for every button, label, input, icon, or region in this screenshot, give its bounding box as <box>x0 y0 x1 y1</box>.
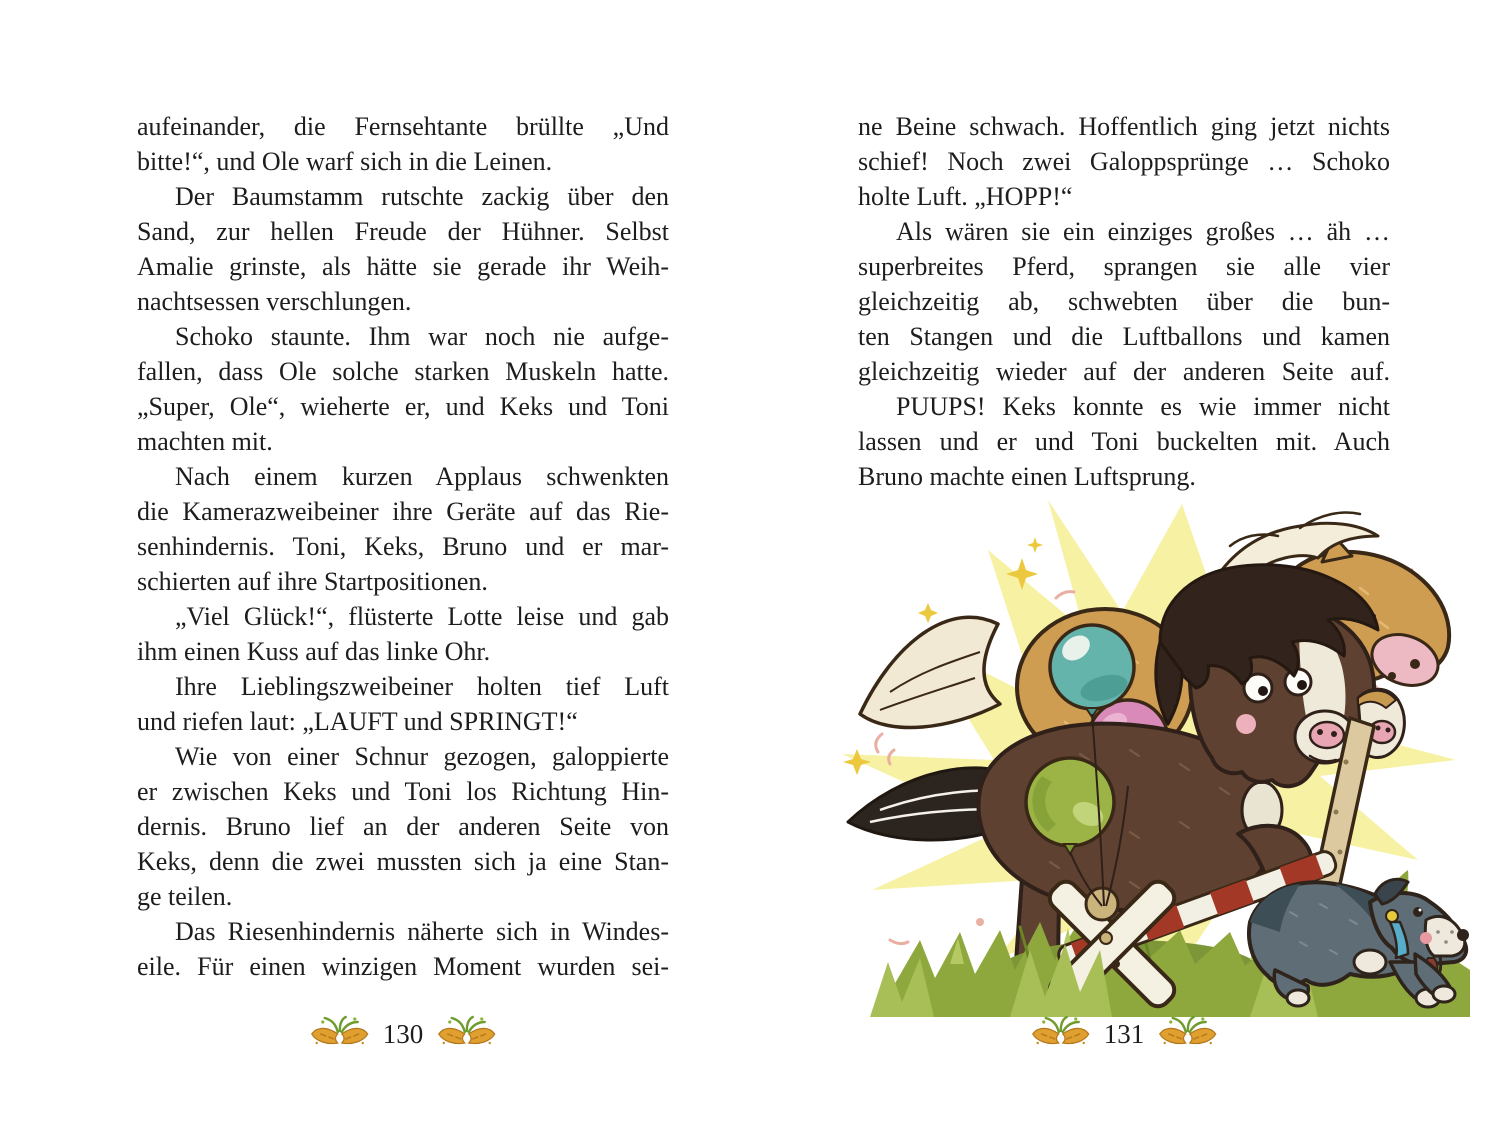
left-page-footer <box>311 1012 496 1056</box>
text-line: aufeinander, die Fernsehtante brüllte „Und <box>137 112 669 141</box>
illustration <box>830 492 1470 1017</box>
text-line: ten Stangen und die Luftballons und kamen <box>858 322 1390 351</box>
text-line: ne Beine schwach. Hoffentlich ging jetzt nichts <box>858 112 1390 141</box>
text-line: Schoko staunte. Ihm war noch nie aufge- <box>175 322 669 351</box>
text-line: Als wären sie ein einziges großes … äh … <box>896 217 1390 246</box>
text-line: Bruno machte einen Luftsprung. <box>858 462 1196 491</box>
text-line: machten mit. <box>137 427 273 456</box>
text-line: Ihre Lieblingszweibeiner holten tief Luft <box>175 672 669 701</box>
text-line: bitte!“, und Ole warf sich in die Leinen. <box>137 147 553 176</box>
text-line: schierten auf ihre Startpositionen. <box>137 567 488 596</box>
text-line: Der Baumstamm rutschte zackig über den <box>175 182 669 211</box>
right-page-text <box>858 109 1390 494</box>
text-line: er zwischen Keks und Toni los Richtung Hin- <box>137 777 669 806</box>
text-line: holte Luft. „HOPP!“ <box>858 182 1073 211</box>
left-page-text <box>137 109 669 984</box>
right-page-footer <box>1032 1012 1217 1056</box>
text-line: ihm einen Kuss auf das linke Ohr. <box>137 637 491 666</box>
carrot-ornament-icon <box>311 1015 369 1053</box>
text-line: „Super, Ole“, wieherte er, und Keks und Toni <box>137 392 669 421</box>
text-line: lassen und er und Toni buckelten mit. Auch <box>858 427 1390 456</box>
text-line: superbreites Pferd, sprangen sie alle vier <box>858 252 1390 281</box>
text-line: Sand, zur hellen Freude der Hühner. Selbst <box>137 217 669 246</box>
text-line: fallen, dass Ole solche starken Muskeln hatte. <box>137 357 669 386</box>
text-line: die Kamerazweibeiner ihre Geräte auf das Rie- <box>137 497 669 526</box>
text-line: PUUPS! Keks konnte es wie immer nicht <box>896 392 1390 421</box>
text-line: und riefen laut: „LAUFT und SPRINGT!“ <box>137 707 578 736</box>
carrot-ornament-icon <box>437 1015 495 1053</box>
text-line: ge teilen. <box>137 882 233 911</box>
text-line: Amalie grinste, als hätte sie gerade ihr Weih- <box>137 252 669 281</box>
text-line: Wie von einer Schnur gezogen, galoppierte <box>175 742 669 771</box>
text-line: gleichzeitig ab, schwebten über die bun- <box>858 287 1390 316</box>
text-line: gleichzeitig wieder auf der anderen Seite auf. <box>858 357 1390 386</box>
text-line: Das Riesenhindernis näherte sich in Windes- <box>175 917 669 946</box>
carrot-ornament-icon <box>1032 1015 1090 1053</box>
page-number: 130 <box>382 1018 424 1049</box>
text-line: senhindernis. Toni, Keks, Bruno und er mar- <box>137 532 669 561</box>
text-line: Nach einem kurzen Applaus schwenkten <box>175 462 669 491</box>
text-line: nachtsessen verschlungen. <box>137 287 412 316</box>
text-line: schief! Noch zwei Galoppsprünge … Schoko <box>858 147 1390 176</box>
text-line: dernis. Bruno lief an der anderen Seite von <box>137 812 669 841</box>
palomino-tail <box>860 617 1000 727</box>
page-number: 131 <box>1103 1018 1145 1049</box>
text-line: eile. Für einen winzigen Moment wurden sei- <box>137 952 669 981</box>
text-line: Keks, denn die zwei mussten sich ja eine Stan- <box>137 847 669 876</box>
carrot-ornament-icon <box>1158 1015 1216 1053</box>
text-line: „Viel Glück!“, flüsterte Lotte leise und gab <box>175 602 669 631</box>
